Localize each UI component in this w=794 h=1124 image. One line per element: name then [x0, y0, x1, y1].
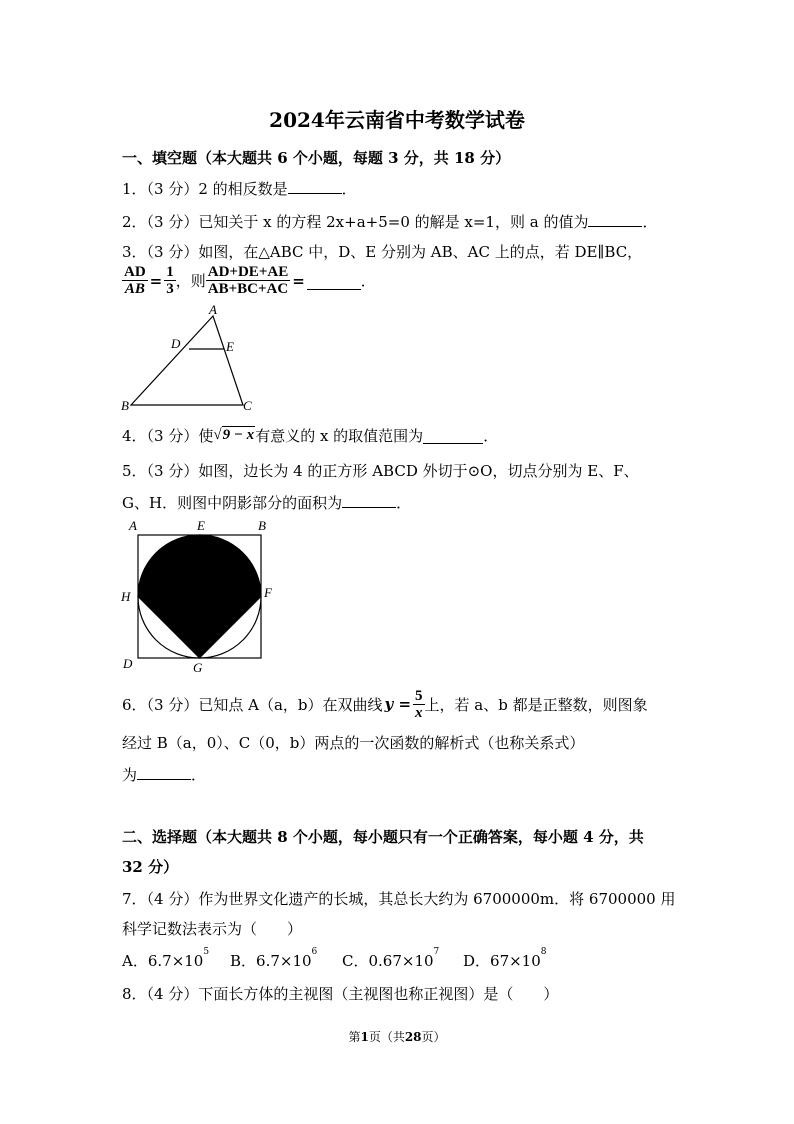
point-label-e: E — [197, 518, 205, 533]
fraction-denominator: AB — [124, 281, 145, 297]
question-7-line1: 7．（4 分）作为世界文化遗产的长城，其总长大约为 6700000m．将 6700000 用 — [122, 890, 676, 908]
footer-mid: 页（共 — [368, 1030, 405, 1044]
option-label: B．6.7×10 — [230, 952, 312, 970]
option-label: C．0.67×10 — [342, 952, 434, 970]
option-exponent: 5 — [203, 947, 210, 957]
section1-heading: 一、填空题（本大题共 6 个小题，每题 3 分，共 18 分） — [122, 149, 511, 167]
triangle-abc-figure — [115, 302, 265, 414]
fraction-numerator: 1 — [166, 264, 174, 280]
point-label-f: F — [264, 585, 272, 600]
fraction-ad-ab — [122, 264, 148, 297]
point-label-e: E — [226, 339, 234, 354]
fraction-denominator: 3 — [166, 281, 174, 297]
question-7-line2: 科学记数法表示为（ ） — [122, 920, 303, 938]
vertex-label-a: A — [129, 518, 137, 533]
question-6-suffix: 上，若 a、b 都是正整数，则图象 — [424, 695, 648, 714]
fraction-perimeter-ratio — [206, 264, 290, 297]
question-1 — [122, 178, 357, 199]
question-5-line1: 5．（3 分）如图，边长为 4 的正方形 ABCD 外切于⊙O，切点分别为 E、F、 — [122, 462, 639, 480]
question-2-end: ． — [642, 213, 658, 231]
question-3-mid: ，则 — [175, 272, 206, 290]
option-exponent: 7 — [433, 947, 440, 957]
answer-blank — [342, 493, 396, 508]
question-3-end: ． — [360, 272, 376, 290]
triangle-abc — [131, 316, 243, 405]
question-6-line2: 经过 B（a，0）、C（0，b）两点的一次函数的解析式（也称关系式） — [122, 734, 585, 752]
page-title: 2024年云南省中考数学试卷 — [269, 108, 525, 132]
fraction-denominator: AB+BC+AC — [207, 281, 289, 297]
question-7-option-c — [342, 947, 440, 971]
fraction-numerator: 5 — [415, 687, 423, 704]
vertex-label-d: D — [123, 656, 133, 671]
question-4-suffix: 有意义的 x 的取值范围为 — [255, 427, 424, 445]
answer-blank — [137, 765, 191, 780]
option-label: A．6.7×10 — [122, 952, 204, 970]
vertex-label-b: B — [258, 518, 266, 533]
question-4-end: ． — [483, 427, 499, 445]
question-4-prefix: 4．（3 分）使 — [122, 427, 214, 445]
vertex-label-c: C — [243, 398, 252, 413]
question-6-text: 为 — [122, 766, 138, 784]
question-5-text: G、H．则图中阴影部分的面积为 — [122, 494, 343, 512]
fraction-5-over-x — [413, 688, 425, 721]
answer-blank — [307, 275, 361, 290]
question-5-line2 — [122, 492, 411, 513]
answer-blank — [288, 179, 342, 194]
point-label-h: H — [121, 589, 131, 604]
fraction-denominator: x — [415, 704, 423, 721]
section2-heading-line2: 32 分） — [122, 858, 179, 876]
equals-sign: = — [149, 271, 163, 290]
question-3-formula — [122, 264, 376, 297]
question-4 — [122, 425, 498, 446]
question-8: 8．（4 分）下面长方体的主视图（主视图也称正视图）是（ ） — [122, 985, 559, 1003]
fraction-one-third — [164, 264, 176, 297]
footer-prefix: 第 — [348, 1030, 361, 1044]
answer-blank — [588, 212, 642, 227]
answer-blank — [423, 429, 483, 444]
square-circle-figure — [115, 515, 285, 677]
question-3-text: 3．（3 分）如图，在△ABC 中，D、E 分别为 AB、AC 上的点，若 DE∥BC， — [122, 243, 643, 261]
shaded-region — [138, 535, 261, 658]
question-6-line3 — [122, 764, 206, 785]
option-exponent: 6 — [311, 947, 318, 957]
question-6-line1 — [122, 684, 648, 724]
question-7-option-d — [463, 947, 547, 971]
question-5-end: ． — [396, 494, 412, 512]
section2-heading-line1: 二、选择题（本大题共 8 个小题，每小题只有一个正确答案，每小题 4 分，共 — [122, 828, 644, 846]
question-6-end: ． — [191, 766, 207, 784]
question-1-end: ． — [341, 180, 357, 198]
function-y-equals: y = — [384, 695, 412, 713]
question-2 — [122, 211, 657, 232]
option-label: D．67×10 — [463, 952, 541, 970]
question-7-option-b — [230, 947, 318, 971]
footer-suffix: 页） — [421, 1030, 446, 1044]
point-label-g: G — [193, 660, 203, 675]
total-page-count: 28 — [404, 1030, 422, 1044]
question-7-option-a — [122, 947, 210, 971]
fraction-numerator: AD — [124, 264, 146, 280]
page-footer — [0, 1028, 794, 1045]
current-page-number: 1 — [360, 1030, 369, 1044]
fraction-numerator: AD+DE+AE — [207, 264, 289, 280]
square-root: √9 − x — [213, 427, 255, 443]
equals-sign: = — [292, 271, 305, 290]
question-2-text: 2．（3 分）已知关于 x 的方程 2x+a+5=0 的解是 x=1，则 a 的值为 — [122, 213, 589, 231]
point-label-d: D — [171, 336, 181, 351]
question-6-prefix: 6．（3 分）已知点 A（a，b）在双曲线 — [122, 695, 383, 714]
vertex-label-a: A — [209, 302, 217, 317]
option-exponent: 8 — [540, 947, 547, 957]
vertex-label-b: B — [121, 398, 129, 413]
radicand: 9 − x — [222, 427, 255, 443]
question-1-text: 1．（3 分）2 的相反数是 — [122, 180, 288, 198]
